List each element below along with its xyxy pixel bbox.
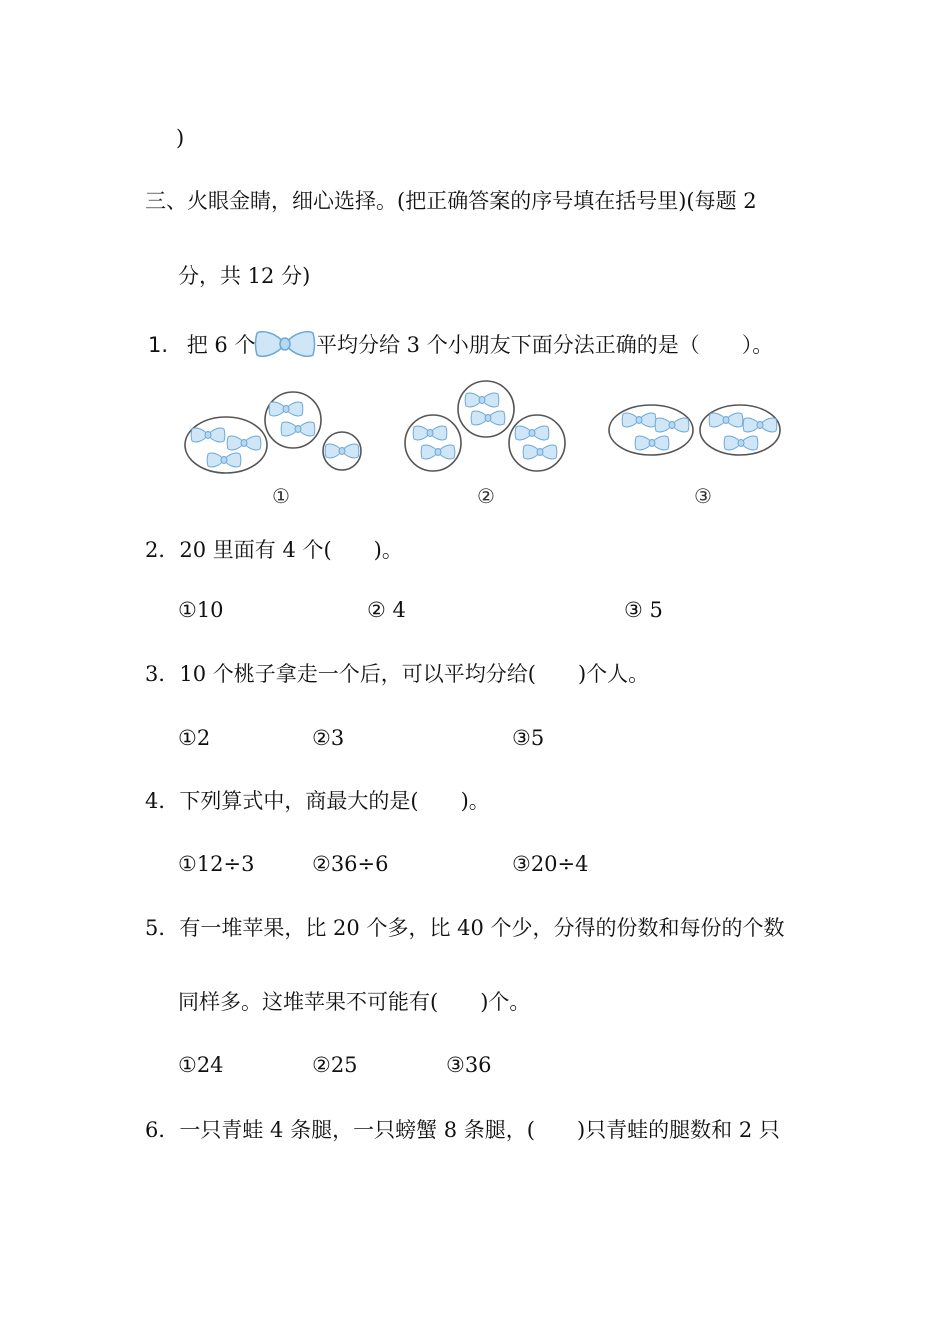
grouping-option-3 [609, 405, 780, 455]
bow-grouping-figure [180, 378, 790, 478]
question-text-before: 把 6 个 [186, 333, 256, 357]
question-text: 一只青蛙 4 条腿，一只螃蟹 8 条腿，( )只青蛙的腿数和 2 只 [179, 1118, 780, 1142]
option-1: ①2 [178, 726, 211, 750]
option-2: ②25 [312, 1053, 358, 1077]
question-number: 3． [145, 662, 180, 686]
option-3: ③5 [512, 726, 545, 750]
question-text: 10 个桃子拿走一个后，可以平均分给( )个人。 [179, 662, 650, 686]
continued-paren: ) [176, 126, 185, 150]
option-2: ②36÷6 [312, 852, 389, 876]
question-1 [148, 335, 255, 356]
section-heading-line1: 三、火眼金睛，细心选择。(把正确答案的序号填在括号里)(每题 2 [145, 189, 757, 213]
question-number: 4． [145, 789, 180, 813]
option-1: ①24 [178, 1053, 224, 1077]
option-1: ①12÷3 [178, 852, 255, 876]
grouping-option-2 [405, 381, 565, 471]
option-2: ②3 [312, 726, 345, 750]
question-number: 1. [148, 333, 169, 357]
question-text: 20 里面有 4 个( )。 [179, 538, 403, 562]
question-text-line1: 有一堆苹果，比 20 个多，比 40 个少，分得的份数和每份的个数 [179, 916, 785, 940]
question-4 [145, 791, 490, 812]
question-text: 下列算式中，商最大的是( )。 [179, 789, 490, 813]
question-number: 2． [145, 538, 180, 562]
option-3: ③36 [446, 1053, 492, 1077]
bow-icon [254, 328, 316, 360]
question-number: 6． [145, 1118, 180, 1142]
question-text-after: 平均分给 3 个小朋友下面分法正确的是（ ）。 [316, 333, 774, 357]
question-number: 5． [145, 916, 180, 940]
question-5-line2: 同样多。这堆苹果不可能有( )个。 [178, 990, 531, 1014]
option-3: ③20÷4 [512, 852, 589, 876]
question-5 [145, 918, 785, 939]
option-1: ①10 [178, 598, 224, 622]
question-3 [145, 664, 649, 685]
section-heading-line2: 分，共 12 分) [178, 264, 311, 288]
question-6 [145, 1120, 780, 1141]
question-2 [145, 540, 403, 561]
figure-label-1: ① [272, 484, 290, 508]
option-3: ③ 5 [624, 598, 663, 622]
option-2: ② 4 [367, 598, 406, 622]
figure-label-3: ③ [694, 484, 712, 508]
figure-label-2: ② [477, 484, 495, 508]
grouping-option-1 [185, 392, 361, 473]
